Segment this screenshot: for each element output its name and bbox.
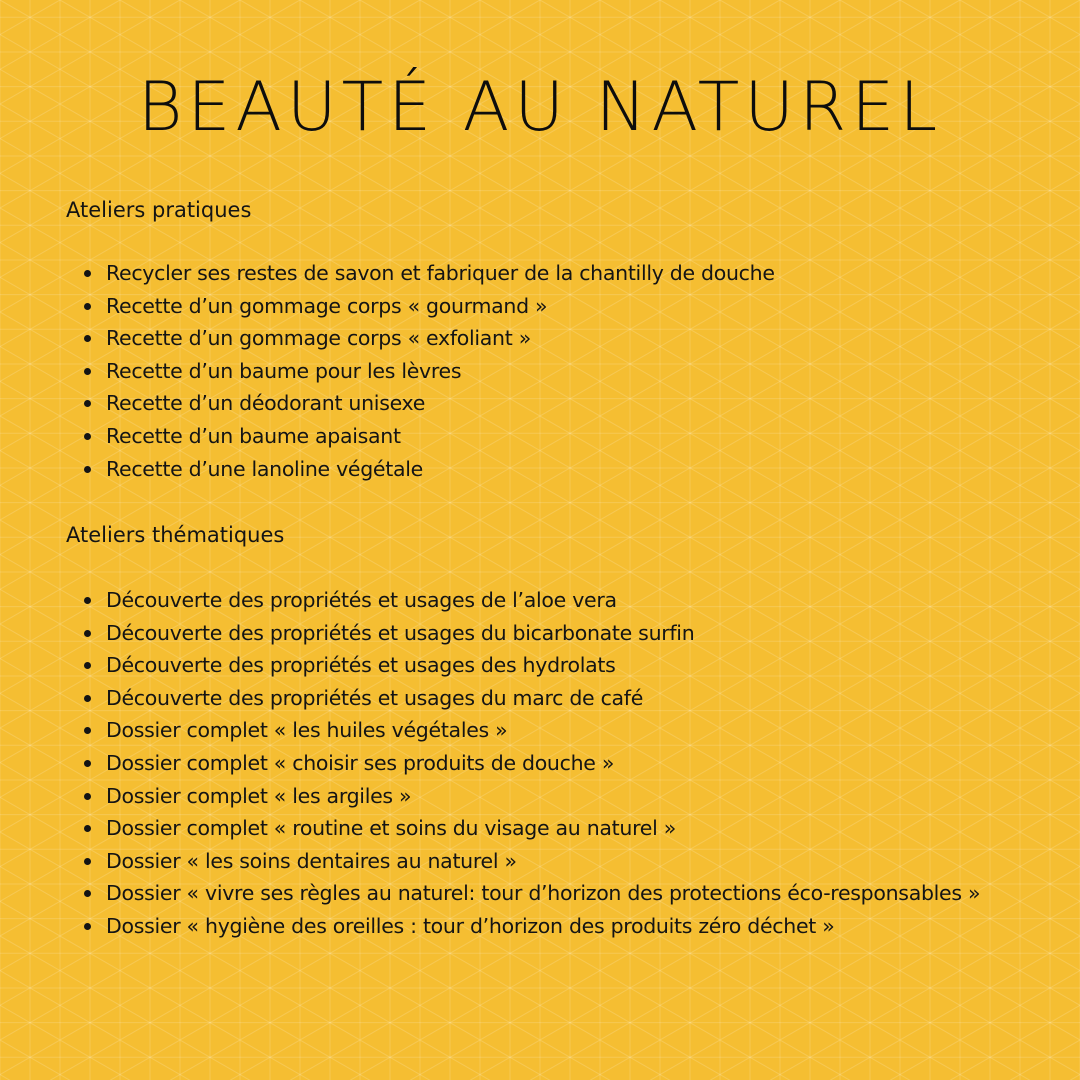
bullet-icon (84, 466, 91, 473)
list-item (84, 584, 980, 617)
list-item-text: Découverte des propriétés et usages des hydrolats (106, 653, 616, 678)
list-item (84, 257, 775, 290)
list-ateliers-thematiques (84, 584, 980, 943)
list-item-text: Dossier « hygiène des oreilles : tour d’horizon des produits zéro déchet » (106, 913, 835, 938)
list-item (84, 877, 980, 910)
list-item (84, 845, 980, 878)
list-ateliers-pratiques (84, 257, 775, 485)
page-title: BEAUTÉ AU NATUREL (137, 68, 943, 147)
bullet-icon (84, 793, 91, 800)
list-item (84, 747, 980, 780)
list-item (84, 355, 775, 388)
bullet-icon (84, 662, 91, 669)
list-item-text: Recycler ses restes de savon et fabriquer de la chantilly de douche (106, 261, 775, 285)
list-item (84, 780, 980, 813)
list-item-text: Découverte des propriétés et usages de l’aloe vera (106, 588, 617, 612)
list-item (84, 322, 775, 355)
section-heading-ateliers-thematiques: Ateliers thématiques (66, 523, 285, 547)
bullet-icon (84, 890, 91, 897)
list-item-text: Dossier complet « les argiles » (106, 783, 412, 808)
bullet-icon (84, 727, 91, 734)
list-item-text: Recette d’un déodorant unisexe (106, 391, 426, 416)
list-item-text: Découverte des propriétés et usages du bicarbonate surfin (106, 620, 695, 645)
list-item-text: Recette d’une lanoline végétale (106, 456, 423, 481)
bullet-icon (84, 923, 91, 930)
bullet-icon (84, 400, 91, 407)
list-item-text: Dossier complet « choisir ses produits de douche » (106, 750, 615, 775)
bullet-icon (84, 760, 91, 767)
bullet-icon (84, 270, 91, 277)
list-item (84, 453, 775, 486)
section-heading-ateliers-pratiques: Ateliers pratiques (66, 198, 252, 222)
bullet-icon (84, 825, 91, 832)
bullet-icon (84, 630, 91, 637)
bullet-icon (84, 433, 91, 440)
list-item-text: Recette d’un gommage corps « exfoliant » (106, 326, 531, 351)
list-item (84, 387, 775, 420)
list-item (84, 682, 980, 715)
list-item-text: Dossier « les soins dentaires au naturel » (106, 848, 517, 873)
list-item (84, 420, 775, 453)
bullet-icon (84, 597, 91, 604)
list-item-text: Dossier complet « routine et soins du visage au naturel » (106, 816, 676, 841)
bullet-icon (84, 335, 91, 342)
bullet-icon (84, 368, 91, 375)
list-item-text: Recette d’un gommage corps « gourmand » (106, 293, 548, 318)
bullet-icon (84, 858, 91, 865)
bullet-icon (84, 695, 91, 702)
bullet-icon (84, 303, 91, 310)
list-item (84, 290, 775, 323)
list-item-text: Découverte des propriétés et usages du marc de café (106, 685, 644, 710)
list-item-text: Dossier complet « les huiles végétales » (106, 718, 508, 743)
list-item-text: Dossier « vivre ses règles au naturel: tour d’horizon des protections éco-responsables » (106, 881, 981, 906)
list-item (84, 910, 980, 943)
list-item (84, 649, 980, 682)
list-item-text: Recette d’un baume pour les lèvres (106, 358, 462, 383)
list-item (84, 714, 980, 747)
list-item (84, 812, 980, 845)
list-item (84, 617, 980, 650)
list-item-text: Recette d’un baume apaisant (106, 423, 401, 448)
